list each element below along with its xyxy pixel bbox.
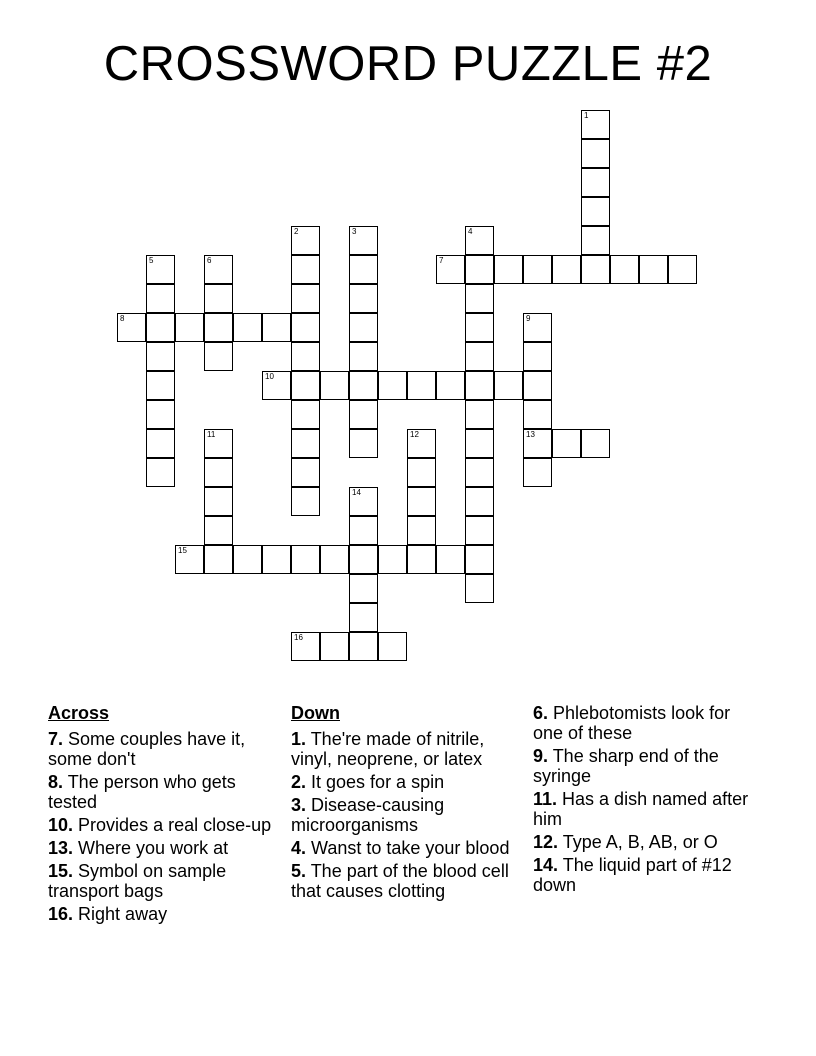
grid-cell[interactable] xyxy=(407,516,436,545)
grid-cell[interactable] xyxy=(349,313,378,342)
grid-cell[interactable] xyxy=(465,255,494,284)
grid-cell[interactable] xyxy=(146,255,175,284)
grid-cell[interactable] xyxy=(204,458,233,487)
grid-cell[interactable] xyxy=(581,168,610,197)
clue-number: 14. xyxy=(533,855,559,875)
clue-number: 4. xyxy=(291,838,307,858)
clue-text: Phlebotomists look for one of these xyxy=(533,703,731,743)
grid-cell[interactable] xyxy=(378,545,407,574)
grid-cell[interactable] xyxy=(523,458,552,487)
clue-number: 8. xyxy=(48,772,64,792)
grid-cell[interactable] xyxy=(349,371,378,400)
grid-cell[interactable] xyxy=(581,226,610,255)
grid-cell[interactable] xyxy=(436,371,465,400)
cell-number: 16 xyxy=(294,633,303,642)
down-clues-continued xyxy=(533,703,758,898)
clue-item xyxy=(48,861,273,901)
grid-cell[interactable] xyxy=(407,429,436,458)
clue-number: 9. xyxy=(533,746,549,766)
grid-cell[interactable] xyxy=(465,371,494,400)
grid-cell[interactable] xyxy=(407,545,436,574)
grid-cell[interactable] xyxy=(262,371,291,400)
grid-cell[interactable] xyxy=(349,400,378,429)
grid-cell[interactable] xyxy=(146,342,175,371)
clue-text: The're made of nitrile, vinyl, neoprene, or latex xyxy=(291,729,485,769)
clue-item xyxy=(291,729,523,769)
grid-cell[interactable] xyxy=(233,313,262,342)
grid-cell[interactable] xyxy=(204,429,233,458)
down-list-continued xyxy=(533,703,758,895)
grid-cell[interactable] xyxy=(465,574,494,603)
grid-cell[interactable] xyxy=(581,255,610,284)
clue-text: Disease-causing microorganisms xyxy=(291,795,445,835)
clue-number: 5. xyxy=(291,861,307,881)
grid-cell[interactable] xyxy=(523,429,552,458)
across-clues xyxy=(48,703,273,927)
grid-cell[interactable] xyxy=(291,371,320,400)
grid-cell[interactable] xyxy=(204,342,233,371)
clue-item xyxy=(291,772,523,792)
clue-item xyxy=(533,703,758,743)
cell-number: 12 xyxy=(410,430,419,439)
cell-number: 5 xyxy=(149,256,154,265)
clue-number: 13. xyxy=(48,838,74,858)
cell-number: 8 xyxy=(120,314,125,323)
grid-cell[interactable] xyxy=(349,545,378,574)
clue-number: 12. xyxy=(533,832,559,852)
grid-cell[interactable] xyxy=(291,284,320,313)
grid-cell[interactable] xyxy=(291,429,320,458)
grid-cell[interactable] xyxy=(465,400,494,429)
grid-cell[interactable] xyxy=(378,371,407,400)
grid-cell[interactable] xyxy=(465,429,494,458)
grid-cell[interactable] xyxy=(407,371,436,400)
clue-text: Has a dish named after him xyxy=(533,789,749,829)
clue-number: 3. xyxy=(291,795,307,815)
cell-number: 2 xyxy=(294,227,299,236)
grid-cell[interactable] xyxy=(523,313,552,342)
grid-cell[interactable] xyxy=(175,313,204,342)
grid-cell[interactable] xyxy=(494,371,523,400)
clue-item xyxy=(48,772,273,812)
cell-number: 4 xyxy=(468,227,473,236)
grid-cell[interactable] xyxy=(146,371,175,400)
clue-text: The person who gets tested xyxy=(48,772,236,812)
grid-cell[interactable] xyxy=(291,632,320,661)
grid-cell[interactable] xyxy=(349,516,378,545)
grid-cell[interactable] xyxy=(407,458,436,487)
grid-cell[interactable] xyxy=(465,545,494,574)
clue-item xyxy=(291,861,523,901)
clue-number: 6. xyxy=(533,703,549,723)
grid-cell[interactable] xyxy=(175,545,204,574)
clue-item xyxy=(48,729,273,769)
clue-item xyxy=(533,832,758,852)
grid-cell[interactable] xyxy=(465,516,494,545)
clue-number: 2. xyxy=(291,772,307,792)
grid-cell[interactable] xyxy=(204,255,233,284)
across-list xyxy=(48,729,273,924)
page-title: CROSSWORD PUZZLE #2 xyxy=(103,37,713,91)
clue-number: 10. xyxy=(48,815,74,835)
clue-text: Right away xyxy=(73,904,168,924)
grid-cell[interactable] xyxy=(349,632,378,661)
clue-item xyxy=(48,815,273,835)
clue-number: 1. xyxy=(291,729,307,749)
grid-cell[interactable] xyxy=(349,342,378,371)
grid-cell[interactable] xyxy=(291,313,320,342)
down-clues xyxy=(291,703,523,904)
cell-number: 10 xyxy=(265,372,274,381)
cell-number: 15 xyxy=(178,546,187,555)
grid-cell[interactable] xyxy=(349,603,378,632)
grid-cell[interactable] xyxy=(291,487,320,516)
grid-cell[interactable] xyxy=(291,342,320,371)
cell-number: 6 xyxy=(207,256,212,265)
across-heading: Across xyxy=(48,703,110,723)
grid-cell[interactable] xyxy=(349,574,378,603)
grid-cell[interactable] xyxy=(581,429,610,458)
clue-number: 15. xyxy=(48,861,74,881)
grid-cell[interactable] xyxy=(581,197,610,226)
grid-cell[interactable] xyxy=(610,255,639,284)
grid-cell[interactable] xyxy=(378,632,407,661)
grid-cell[interactable] xyxy=(291,458,320,487)
clue-item xyxy=(533,746,758,786)
grid-cell[interactable] xyxy=(494,255,523,284)
grid-cell[interactable] xyxy=(146,284,175,313)
grid-cell[interactable] xyxy=(436,255,465,284)
grid-cell[interactable] xyxy=(523,342,552,371)
grid-cell[interactable] xyxy=(552,255,581,284)
grid-cell[interactable] xyxy=(204,487,233,516)
clue-number: 7. xyxy=(48,729,64,749)
down-heading: Down xyxy=(291,703,340,723)
grid-cell[interactable] xyxy=(146,400,175,429)
grid-cell[interactable] xyxy=(146,458,175,487)
cell-number: 1 xyxy=(584,111,589,120)
grid-cell[interactable] xyxy=(146,313,175,342)
grid-cell[interactable] xyxy=(349,226,378,255)
clue-number: 11. xyxy=(533,789,558,809)
grid-cell[interactable] xyxy=(465,284,494,313)
grid-cell[interactable] xyxy=(204,284,233,313)
cell-number: 14 xyxy=(352,488,361,497)
grid-cell[interactable] xyxy=(581,139,610,168)
grid-cell[interactable] xyxy=(465,487,494,516)
clue-text: The part of the blood cell that causes clotting xyxy=(291,861,509,901)
clue-text: It goes for a spin xyxy=(306,772,445,792)
grid-cell[interactable] xyxy=(465,458,494,487)
grid-cell[interactable] xyxy=(146,429,175,458)
grid-cell[interactable] xyxy=(262,545,291,574)
grid-cell[interactable] xyxy=(204,516,233,545)
clue-item xyxy=(533,855,758,895)
grid-cell[interactable] xyxy=(349,429,378,458)
grid-cell[interactable] xyxy=(204,545,233,574)
grid-cell[interactable] xyxy=(320,371,349,400)
grid-cell[interactable] xyxy=(262,313,291,342)
cell-number: 3 xyxy=(352,227,357,236)
grid-cell[interactable] xyxy=(204,313,233,342)
grid-cell[interactable] xyxy=(523,371,552,400)
grid-cell[interactable] xyxy=(349,255,378,284)
cell-number: 7 xyxy=(439,256,444,265)
grid-cell[interactable] xyxy=(349,487,378,516)
grid-cell[interactable] xyxy=(465,342,494,371)
clue-item xyxy=(291,795,523,835)
cell-number: 9 xyxy=(526,314,531,323)
grid-cell[interactable] xyxy=(465,226,494,255)
clue-text: Where you work at xyxy=(73,838,229,858)
clue-text: Type A, B, AB, or O xyxy=(558,832,718,852)
clue-item xyxy=(291,838,523,858)
clue-item xyxy=(48,838,273,858)
clue-text: Provides a real close-up xyxy=(73,815,272,835)
grid-cell[interactable] xyxy=(436,545,465,574)
clue-item xyxy=(48,904,273,924)
grid-cell[interactable] xyxy=(349,284,378,313)
grid-cell[interactable] xyxy=(233,545,262,574)
cell-number: 13 xyxy=(526,430,535,439)
grid-cell[interactable] xyxy=(552,429,581,458)
grid-cell[interactable] xyxy=(320,545,349,574)
clue-text: Some couples have it, some don't xyxy=(48,729,246,769)
grid-cell[interactable] xyxy=(291,545,320,574)
grid-cell[interactable] xyxy=(320,632,349,661)
grid-cell[interactable] xyxy=(291,255,320,284)
grid-cell[interactable] xyxy=(407,487,436,516)
grid-cell[interactable] xyxy=(639,255,668,284)
grid-cell[interactable] xyxy=(523,400,552,429)
grid-cell[interactable] xyxy=(291,400,320,429)
down-list xyxy=(291,729,523,901)
grid-cell[interactable] xyxy=(581,110,610,139)
clue-text: The liquid part of #12 down xyxy=(533,855,732,895)
grid-cell[interactable] xyxy=(668,255,697,284)
clue-text: The sharp end of the syringe xyxy=(533,746,719,786)
clue-text: Wanst to take your blood xyxy=(306,838,510,858)
clue-text: Symbol on sample transport bags xyxy=(48,861,227,901)
grid-cell[interactable] xyxy=(117,313,146,342)
grid-cell[interactable] xyxy=(523,255,552,284)
cell-number: 11 xyxy=(207,430,216,439)
clue-item xyxy=(533,789,758,829)
grid-cell[interactable] xyxy=(465,313,494,342)
clue-number: 16. xyxy=(48,904,74,924)
grid-cell[interactable] xyxy=(291,226,320,255)
